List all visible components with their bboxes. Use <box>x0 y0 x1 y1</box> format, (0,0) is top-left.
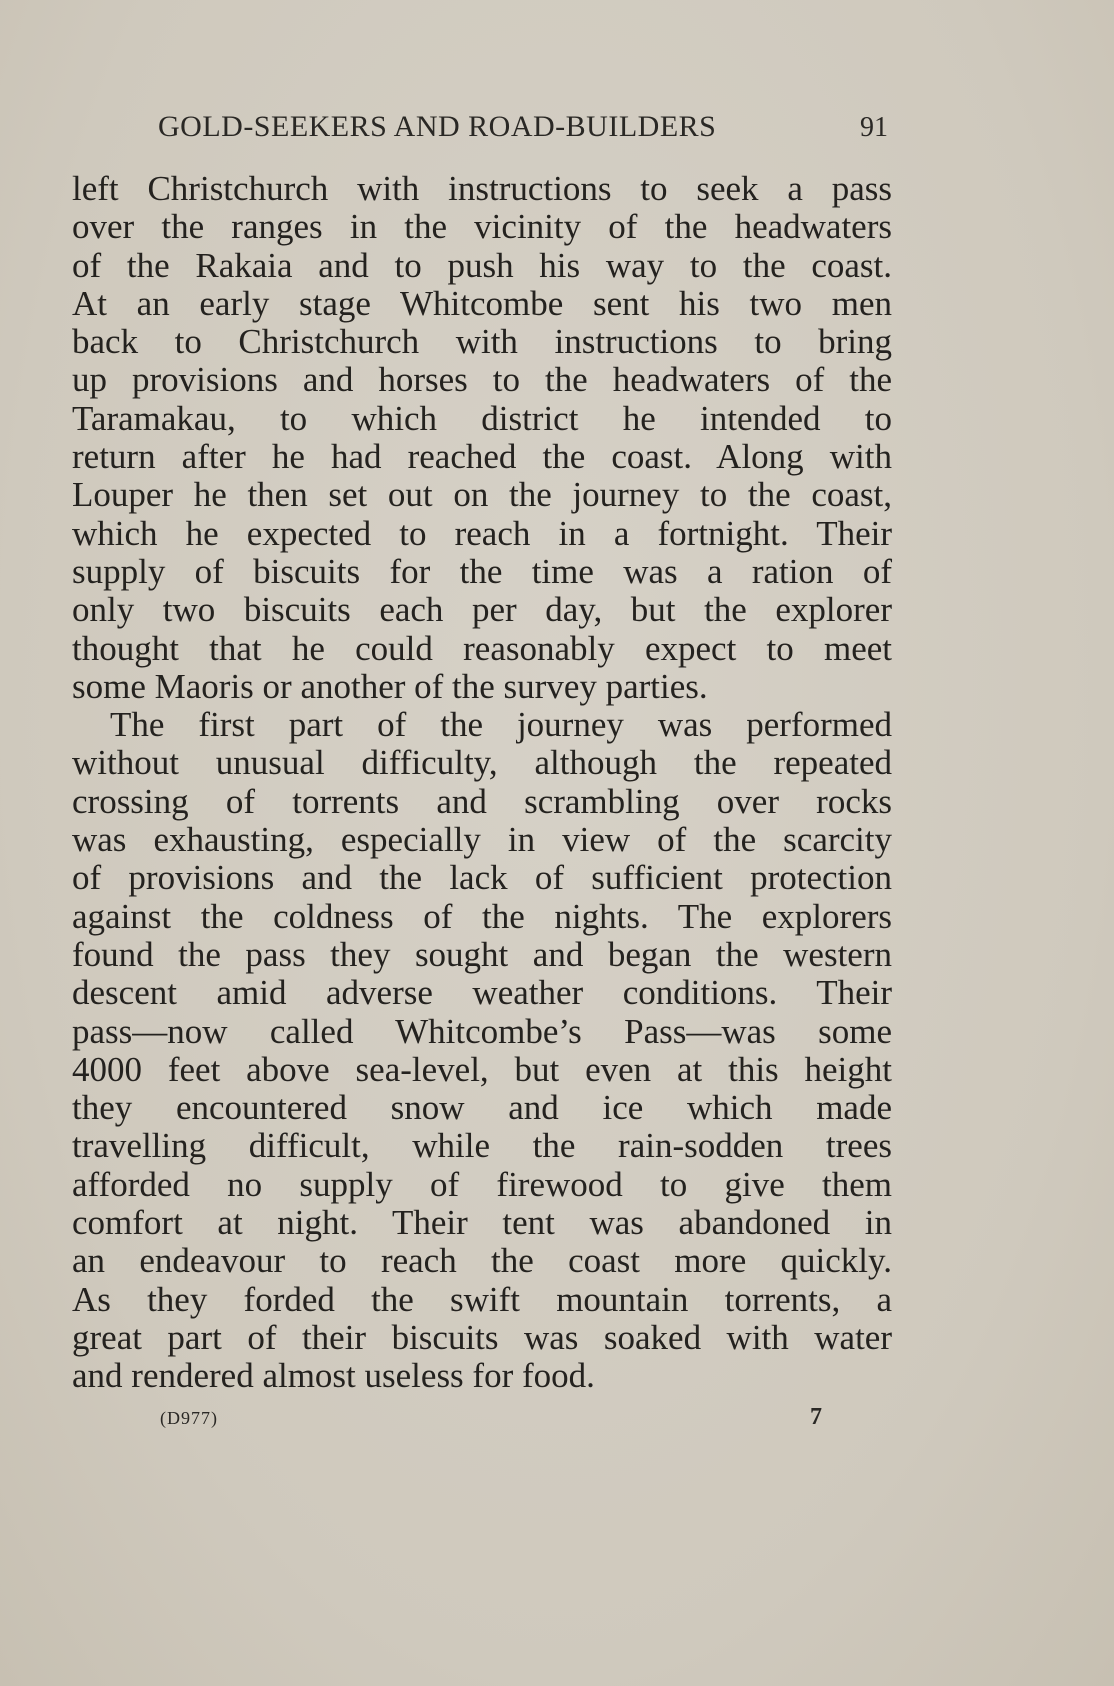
text-line: At an early stage Whitcombe sent his two men <box>72 283 892 323</box>
text-line: great part of their biscuits was soaked with water <box>72 1317 892 1357</box>
text-line: descent amid adverse weather conditions. Their <box>72 973 892 1013</box>
text-line: crossing of torrents and scrambling over rocks <box>72 781 892 821</box>
text-line: without unusual difficulty, although the repeated <box>72 743 892 783</box>
text-line: which he expected to reach in a fortnight. Their <box>72 513 892 553</box>
text-line: thought that he could reasonably expect to meet <box>72 628 892 668</box>
text-line: they encountered snow and ice which made <box>72 1088 892 1128</box>
text-line: of the Rakaia and to push his way to the coast. <box>72 245 892 285</box>
text-line: travelling difficult, while the rain-sodden trees <box>72 1126 892 1166</box>
text-line: comfort at night. Their tent was abandoned in <box>72 1203 892 1243</box>
running-head <box>158 104 888 154</box>
text-line: afforded no supply of firewood to give them <box>72 1164 892 1204</box>
text-line: an endeavour to reach the coast more quickly. <box>72 1241 892 1281</box>
text-line: back to Christchurch with instructions to bring <box>72 322 892 362</box>
text-line: supply of biscuits for the time was a ration of <box>72 551 892 591</box>
text-line: was exhausting, especially in view of the scarcity <box>72 820 892 860</box>
text-line: left Christchurch with instructions to seek a pass <box>72 169 892 208</box>
text-line: of provisions and the lack of sufficient protection <box>72 858 892 898</box>
text-line: only two biscuits each per day, but the explorer <box>72 590 892 630</box>
text-line: against the coldness of the nights. The explorers <box>72 896 892 936</box>
signature-number: 7 <box>810 1404 822 1430</box>
body-text <box>72 170 892 1396</box>
text-line: Louper he then set out on the journey to the coast, <box>72 475 892 515</box>
running-title: GOLD-SEEKERS AND ROAD-BUILDERS <box>158 110 717 143</box>
text-line: 4000 feet above sea-level, but even at this height <box>72 1049 892 1089</box>
text-line: and rendered almost useless for food. <box>72 1356 595 1396</box>
text-line: The first part of the journey was performed <box>110 705 892 745</box>
page-footer <box>160 1404 822 1438</box>
page-number: 91 <box>860 112 888 143</box>
text-line: some Maoris or another of the survey parties. <box>72 666 708 706</box>
text-line: pass—now called Whitcombe’s Pass—was some <box>72 1011 892 1051</box>
text-line: up provisions and horses to the headwaters of the <box>72 360 892 400</box>
text-line: found the pass they sought and began the western <box>72 934 892 974</box>
signature-mark: (D977) <box>160 1408 218 1428</box>
text-line: over the ranges in the vicinity of the headwaters <box>72 207 892 247</box>
text-line: As they forded the swift mountain torrents, a <box>72 1279 892 1319</box>
text-line: Taramakau, to which district he intended to <box>72 398 892 438</box>
text-line: return after he had reached the coast. Along with <box>72 437 892 477</box>
